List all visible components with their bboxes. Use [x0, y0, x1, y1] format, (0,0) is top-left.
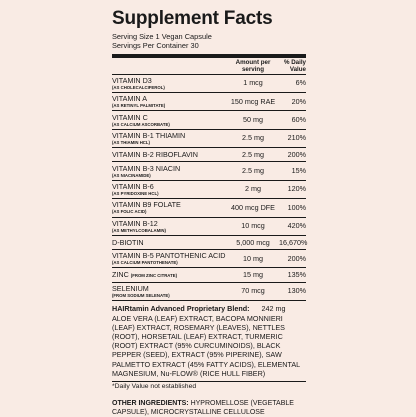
nutrient-name-cell [112, 271, 227, 280]
nutrient-name: VITAMIN B-3 NIACIN [112, 164, 181, 173]
nutrient-name-cell [112, 285, 227, 298]
nutrient-row [112, 181, 306, 199]
nutrient-name: VITAMIN B-6 [112, 182, 154, 191]
nutrient-row [112, 199, 306, 217]
nutrient-source: (FROM SODIUM SELENATE) [112, 292, 170, 298]
nutrient-amount: 50 mg [243, 115, 263, 125]
column-header [112, 58, 306, 74]
nutrient-amount: 15 mg [243, 270, 263, 280]
blend-amount: 242 mg [261, 304, 286, 314]
panel-title: Supplement Facts [112, 8, 273, 29]
nutrient-daily-value: 60% [291, 115, 306, 125]
nutrient-daily-value: 100% [287, 202, 306, 212]
nutrient-name: VITAMIN B-12 [112, 219, 158, 228]
nutrient-name: VITAMIN C [112, 113, 148, 122]
nutrient-amount: 150 mcg RAE [230, 96, 276, 106]
nutrient-row [112, 93, 306, 111]
supplement-facts-panel [112, 8, 306, 417]
nutrient-name-cell [112, 252, 227, 265]
nutrient-amount: 2.5 mg [242, 166, 264, 176]
nutrient-name: VITAMIN B-2 RIBOFLAVIN [112, 150, 198, 159]
nutrient-source: (AS RETINYL PALMITATE) [112, 103, 166, 109]
nutrient-name: ZINC [112, 270, 129, 279]
nutrient-name-cell [112, 132, 227, 145]
other-ingredients-label: OTHER INGREDIENTS: [112, 400, 189, 408]
nutrient-name-cell [112, 239, 227, 247]
nutrient-name-cell [112, 95, 227, 108]
other-ingredients [112, 399, 306, 417]
nutrient-daily-value: 420% [287, 221, 306, 231]
nutrient-source: (AS THIAMIN HCL) [112, 139, 150, 145]
blend-divider [112, 381, 306, 383]
nutrient-daily-value: 200% [287, 253, 306, 263]
blend-row [112, 304, 306, 313]
nutrient-name-cell [112, 165, 227, 178]
servings-per-container: Servings Per Container 30 [112, 40, 199, 50]
nutrient-row [112, 162, 306, 180]
nutrient-amount: 1 mcg [243, 78, 263, 88]
nutrient-row [112, 218, 306, 236]
nutrient-row [112, 75, 306, 93]
blend-name: HAIRtamin Advanced Proprietary Blend: [112, 304, 250, 314]
nutrient-row [112, 236, 306, 250]
nutrient-amount: 2.5 mg [242, 133, 264, 143]
nutrient-amount: 70 mcg [241, 286, 265, 296]
nutrient-source: (AS CHOLECALCIFEROL) [112, 84, 165, 90]
nutrient-daily-value: 135% [287, 270, 306, 280]
nutrient-amount: 5,000 mcg [236, 237, 270, 247]
nutrient-table [112, 75, 306, 301]
daily-value-header: % Daily Value [283, 58, 306, 73]
nutrient-source: (AS CALCIUM ASCORBATE) [112, 121, 170, 127]
nutrient-name-cell [112, 77, 227, 90]
nutrient-row [112, 250, 306, 268]
nutrient-row [112, 283, 306, 301]
nutrient-daily-value: 15% [291, 166, 306, 176]
nutrient-name: SELENIUM [112, 284, 149, 293]
other-ingredients-text: HYPROMELLOSE (VEGETABLE CAPSULE), MICROCRYSTALLINE CELLULOSE [112, 400, 294, 417]
blend-ingredients: ALOE VERA (LEAF) EXTRACT, BACOPA MONNIERI (LEAF) EXTRACT, ROSEMARY (LEAVES), NETTLES (ROOT), HORSETAIL (LEAF) EXTRACT, TURMERIC (ROOT) EXTRACT (95% CURCUMINOIDS), BLACK PEPPER (SEED), EXTRACT (95% PIPERINE), SAW PALMETTO EXTRACT (45% FATTY ACIDS), ELEMENTAL MAGNESIUM, Nu-FLOW® (RICE HULL FIBER) [112, 314, 300, 378]
nutrient-name: VITAMIN D3 [112, 76, 152, 85]
daily-value-footnote: *Daily Value not established [112, 383, 197, 391]
nutrient-name: VITAMIN A [112, 95, 148, 104]
nutrient-daily-value: 200% [287, 149, 306, 159]
nutrient-name-cell [112, 201, 227, 214]
nutrient-source: (AS FOLIC ACID) [112, 209, 147, 215]
nutrient-amount: 10 mg [243, 253, 263, 263]
nutrient-source: (FROM ZINC CITRATE) [130, 272, 178, 278]
nutrient-source: (AS CALCIUM PANTOTHENATE) [112, 260, 178, 266]
nutrient-source: (AS METHYLCOBALAMIN) [112, 227, 166, 233]
amount-header: Amount per serving [235, 58, 271, 73]
nutrient-name-cell [112, 151, 227, 159]
nutrient-name: VITAMIN B-5 PANTOTHENIC ACID [112, 252, 226, 261]
nutrient-source: (AS PYRIDOXINE HCL) [112, 190, 159, 196]
nutrient-source: (AS NIACINAMIDE) [112, 172, 151, 178]
nutrient-daily-value: 120% [287, 184, 306, 194]
nutrient-name: D-BIOTIN [112, 238, 144, 247]
nutrient-row [112, 148, 306, 162]
nutrient-amount: 400 mcg DFE [231, 202, 275, 212]
nutrient-name-cell [112, 220, 227, 233]
nutrient-row [112, 268, 306, 282]
nutrient-name-cell [112, 114, 227, 127]
nutrient-daily-value: 210% [287, 133, 306, 143]
nutrient-amount: 2 mg [245, 184, 261, 194]
nutrient-name: VITAMIN B-1 THIAMIN [112, 131, 186, 140]
nutrient-name: VITAMIN B9 FOLATE [112, 201, 181, 210]
serving-size: Serving Size 1 Vegan Capsule [112, 32, 212, 41]
nutrient-daily-value: 16,670% [279, 237, 308, 247]
nutrient-amount: 2.5 mg [242, 149, 264, 159]
nutrient-daily-value: 6% [295, 78, 306, 88]
nutrient-daily-value: 20% [291, 96, 306, 106]
nutrient-amount: 10 mcg [241, 221, 265, 231]
nutrient-name-cell [112, 183, 227, 196]
nutrient-row [112, 111, 306, 129]
nutrient-row [112, 130, 306, 148]
nutrient-daily-value: 130% [287, 286, 306, 296]
